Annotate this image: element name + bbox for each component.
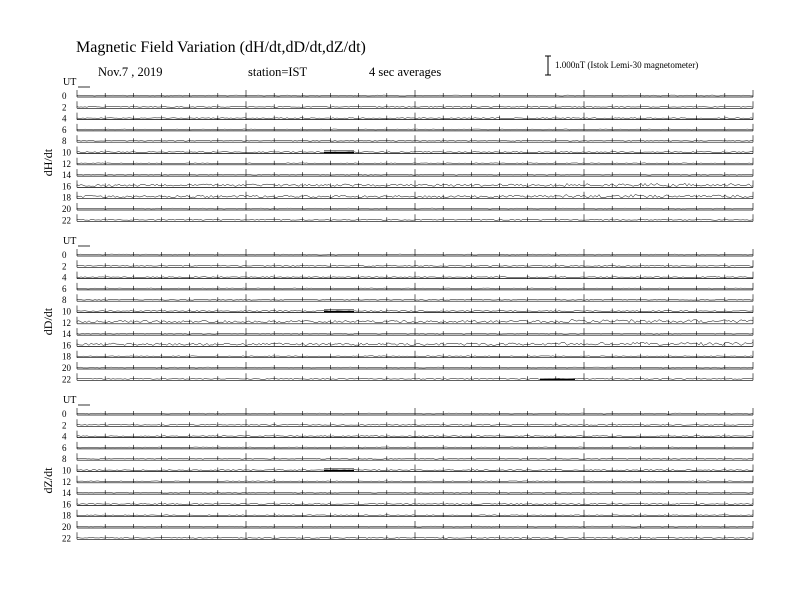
- time-ticks: [77, 192, 753, 199]
- time-ticks: [77, 476, 753, 483]
- chart-title: Magnetic Field Variation (dH/dt,dD/dt,dZ/dt): [76, 39, 366, 56]
- time-ticks: [77, 351, 753, 358]
- hour-label: 18: [62, 351, 71, 362]
- scale-bar-label: 1.000nT (Istok Lemi-30 magnetometer): [555, 60, 699, 70]
- time-ticks: [77, 214, 753, 221]
- ut-label: UT: [63, 77, 77, 88]
- hour-label: 12: [62, 317, 71, 328]
- time-ticks: [77, 419, 753, 426]
- hour-label: 12: [62, 476, 71, 487]
- hour-label: 2: [62, 261, 67, 272]
- hour-label: 16: [62, 340, 71, 351]
- hour-label: 22: [62, 215, 71, 226]
- ut-label: UT: [63, 236, 77, 247]
- hour-label: 20: [62, 204, 71, 214]
- hour-label: 20: [62, 363, 71, 373]
- time-ticks: [77, 113, 753, 120]
- averaging-label: 4 sec averages: [369, 65, 442, 79]
- hour-label: 0: [62, 409, 67, 419]
- time-ticks: [77, 283, 753, 290]
- hour-label: 16: [62, 181, 71, 192]
- time-ticks: [77, 147, 753, 154]
- date-label: Nov.7 , 2019: [98, 65, 163, 79]
- hour-label: 10: [62, 465, 71, 476]
- time-ticks: [77, 135, 753, 142]
- time-ticks: [77, 260, 753, 267]
- hour-label: 22: [62, 533, 71, 544]
- hour-label: 6: [62, 283, 67, 294]
- panel-ylabel: dZ/dt: [41, 467, 55, 494]
- time-ticks: [77, 339, 753, 346]
- hour-label: 8: [62, 454, 67, 465]
- hour-label: 20: [62, 522, 71, 532]
- hour-label: 18: [62, 192, 71, 203]
- hour-label: 4: [62, 272, 67, 283]
- hour-label: 16: [62, 499, 71, 510]
- ut-label: UT: [63, 395, 77, 406]
- hour-label: 18: [62, 510, 71, 521]
- hour-label: 4: [62, 113, 67, 124]
- time-ticks: [77, 124, 753, 131]
- hour-label: 12: [62, 158, 71, 169]
- hour-label: 10: [62, 147, 71, 158]
- hour-label: 8: [62, 295, 67, 306]
- hour-label: 4: [62, 431, 67, 442]
- time-ticks: [77, 521, 753, 528]
- panel-ylabel: dH/dt: [41, 148, 55, 177]
- hour-label: 8: [62, 136, 67, 147]
- time-ticks: [77, 317, 753, 324]
- hour-label: 2: [62, 102, 67, 113]
- hour-label: 6: [62, 124, 67, 135]
- time-ticks: [77, 90, 753, 97]
- station-label: station=IST: [248, 65, 308, 79]
- hour-label: 10: [62, 306, 71, 317]
- hour-label: 14: [62, 170, 71, 181]
- time-ticks: [77, 498, 753, 505]
- hour-label: 2: [62, 420, 67, 431]
- time-ticks: [77, 408, 753, 415]
- panel-ylabel: dD/dt: [41, 307, 55, 336]
- hour-label: 0: [62, 250, 67, 260]
- hour-label: 14: [62, 329, 71, 340]
- hour-label: 6: [62, 442, 67, 453]
- time-ticks: [77, 272, 753, 279]
- hour-label: 14: [62, 488, 71, 499]
- hour-label: 0: [62, 91, 67, 101]
- hour-label: 22: [62, 374, 71, 385]
